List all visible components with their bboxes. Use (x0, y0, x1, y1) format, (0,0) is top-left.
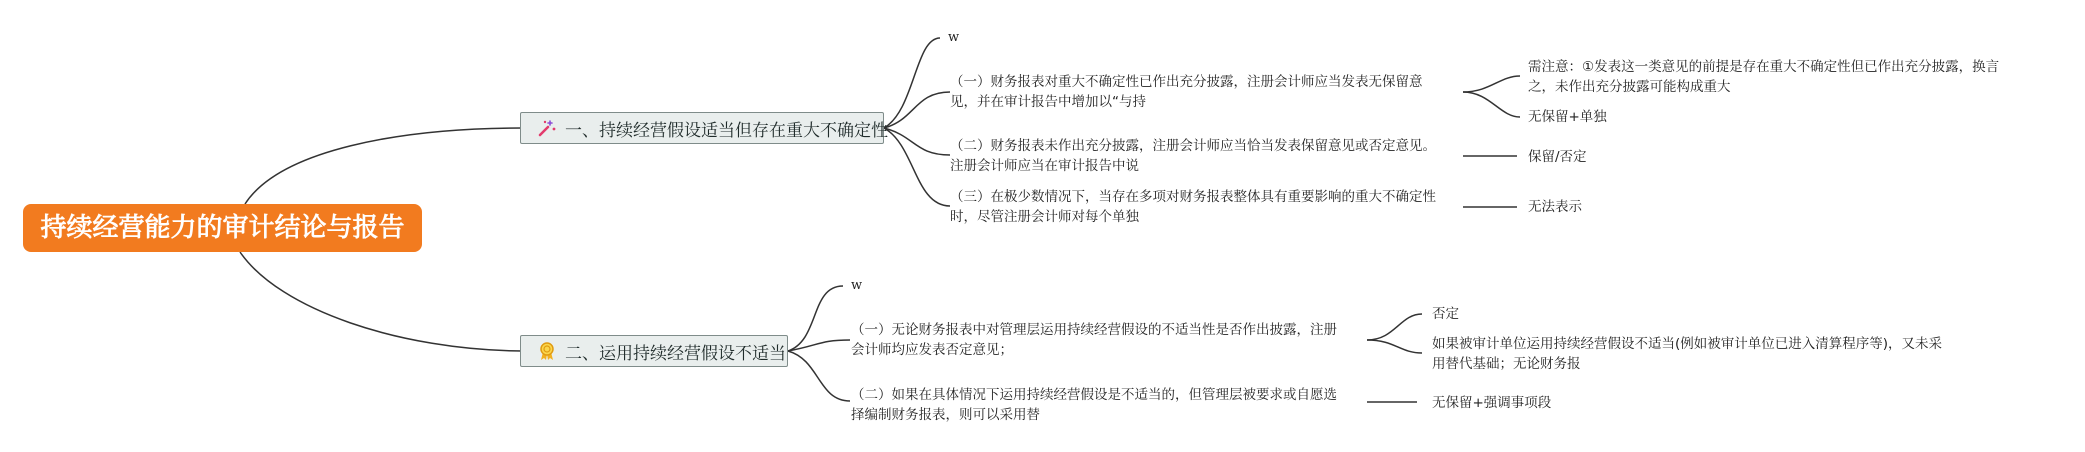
connector-b1c1-leaf1 (1463, 76, 1520, 92)
branch-2-label: 二、运用持续经营假设不适当 (565, 343, 786, 364)
connector-b2-c2 (788, 351, 850, 401)
connector-b1-c2 (884, 128, 950, 155)
root-topic[interactable]: 持续经营能力的审计结论与报告 (23, 204, 422, 252)
connector-b2c1-leaf2 (1367, 340, 1422, 353)
connector-b1-c1 (884, 92, 950, 128)
connector-b1-c3 (884, 128, 950, 206)
branch-1-child-2[interactable]: （二）财务报表未作出充分披露，注册会计师应当恰当发表保留意见或否定意见。注册会计师应当在审计报告中说 (950, 138, 1436, 174)
branch-2-topic[interactable] (520, 335, 788, 367)
branch-1-child-2-leaf-1[interactable]: 保留/否定 (1528, 149, 1587, 165)
connector-b2c1-leaf1 (1367, 314, 1422, 340)
award-ribbon-icon (537, 341, 557, 361)
branch-2-w-label: w (851, 278, 863, 293)
branch-1-topic[interactable] (520, 112, 888, 144)
branch-2-child-2[interactable]: （二）如果在具体情况下运用持续经营假设是不适当的，但管理层被要求或自愿选择编制财务报表，则可以采用替 (851, 387, 1337, 423)
connector-root-branch-2 (240, 252, 522, 351)
branch-1-child-1[interactable]: （一）财务报表对重大不确定性已作出充分披露，注册会计师应当发表无保留意见，并在审计报告中增加以“与持 (950, 74, 1423, 110)
branch-1-child-3[interactable]: （三）在极少数情况下，当存在多项对财务报表整体具有重要影响的重大不确定性时，尽管注册会计师对每个单独 (950, 189, 1436, 225)
branch-2-child-1-leaf-2[interactable]: 如果被审计单位运用持续经营假设不适当(例如被审计单位已进入清算程序等)，又未采用替代基础；无论财务报 (1432, 336, 1943, 372)
connector-root-branch-1 (245, 128, 522, 204)
branch-1-child-1-leaf-2[interactable]: 无保留+单独 (1528, 109, 1607, 125)
branch-1-label: 一、持续经营假设适当但存在重大不确定性 (565, 120, 888, 141)
branch-2-child-1[interactable]: （一）无论财务报表中对管理层运用持续经营假设的不适当性是否作出披露，注册会计师均应发表否定意见； (851, 322, 1337, 358)
branch-1-w-label: w (948, 30, 960, 45)
wand-sparkle-icon (537, 118, 557, 138)
branch-2-child-1-leaf-1[interactable]: 否定 (1432, 306, 1459, 322)
connector-b1c1-leaf2 (1463, 92, 1520, 117)
branch-1-child-3-leaf-1[interactable]: 无法表示 (1528, 199, 1582, 215)
branch-1-child-1-leaf-1[interactable]: 需注意：①发表这一类意见的前提是存在重大不确定性但已作出充分披露，换言之，未作出充分披露可能构成重大 (1528, 59, 2000, 95)
connector-b1-w (884, 38, 940, 128)
branch-2-child-2-leaf-1[interactable]: 无保留+强调事项段 (1432, 395, 1552, 411)
